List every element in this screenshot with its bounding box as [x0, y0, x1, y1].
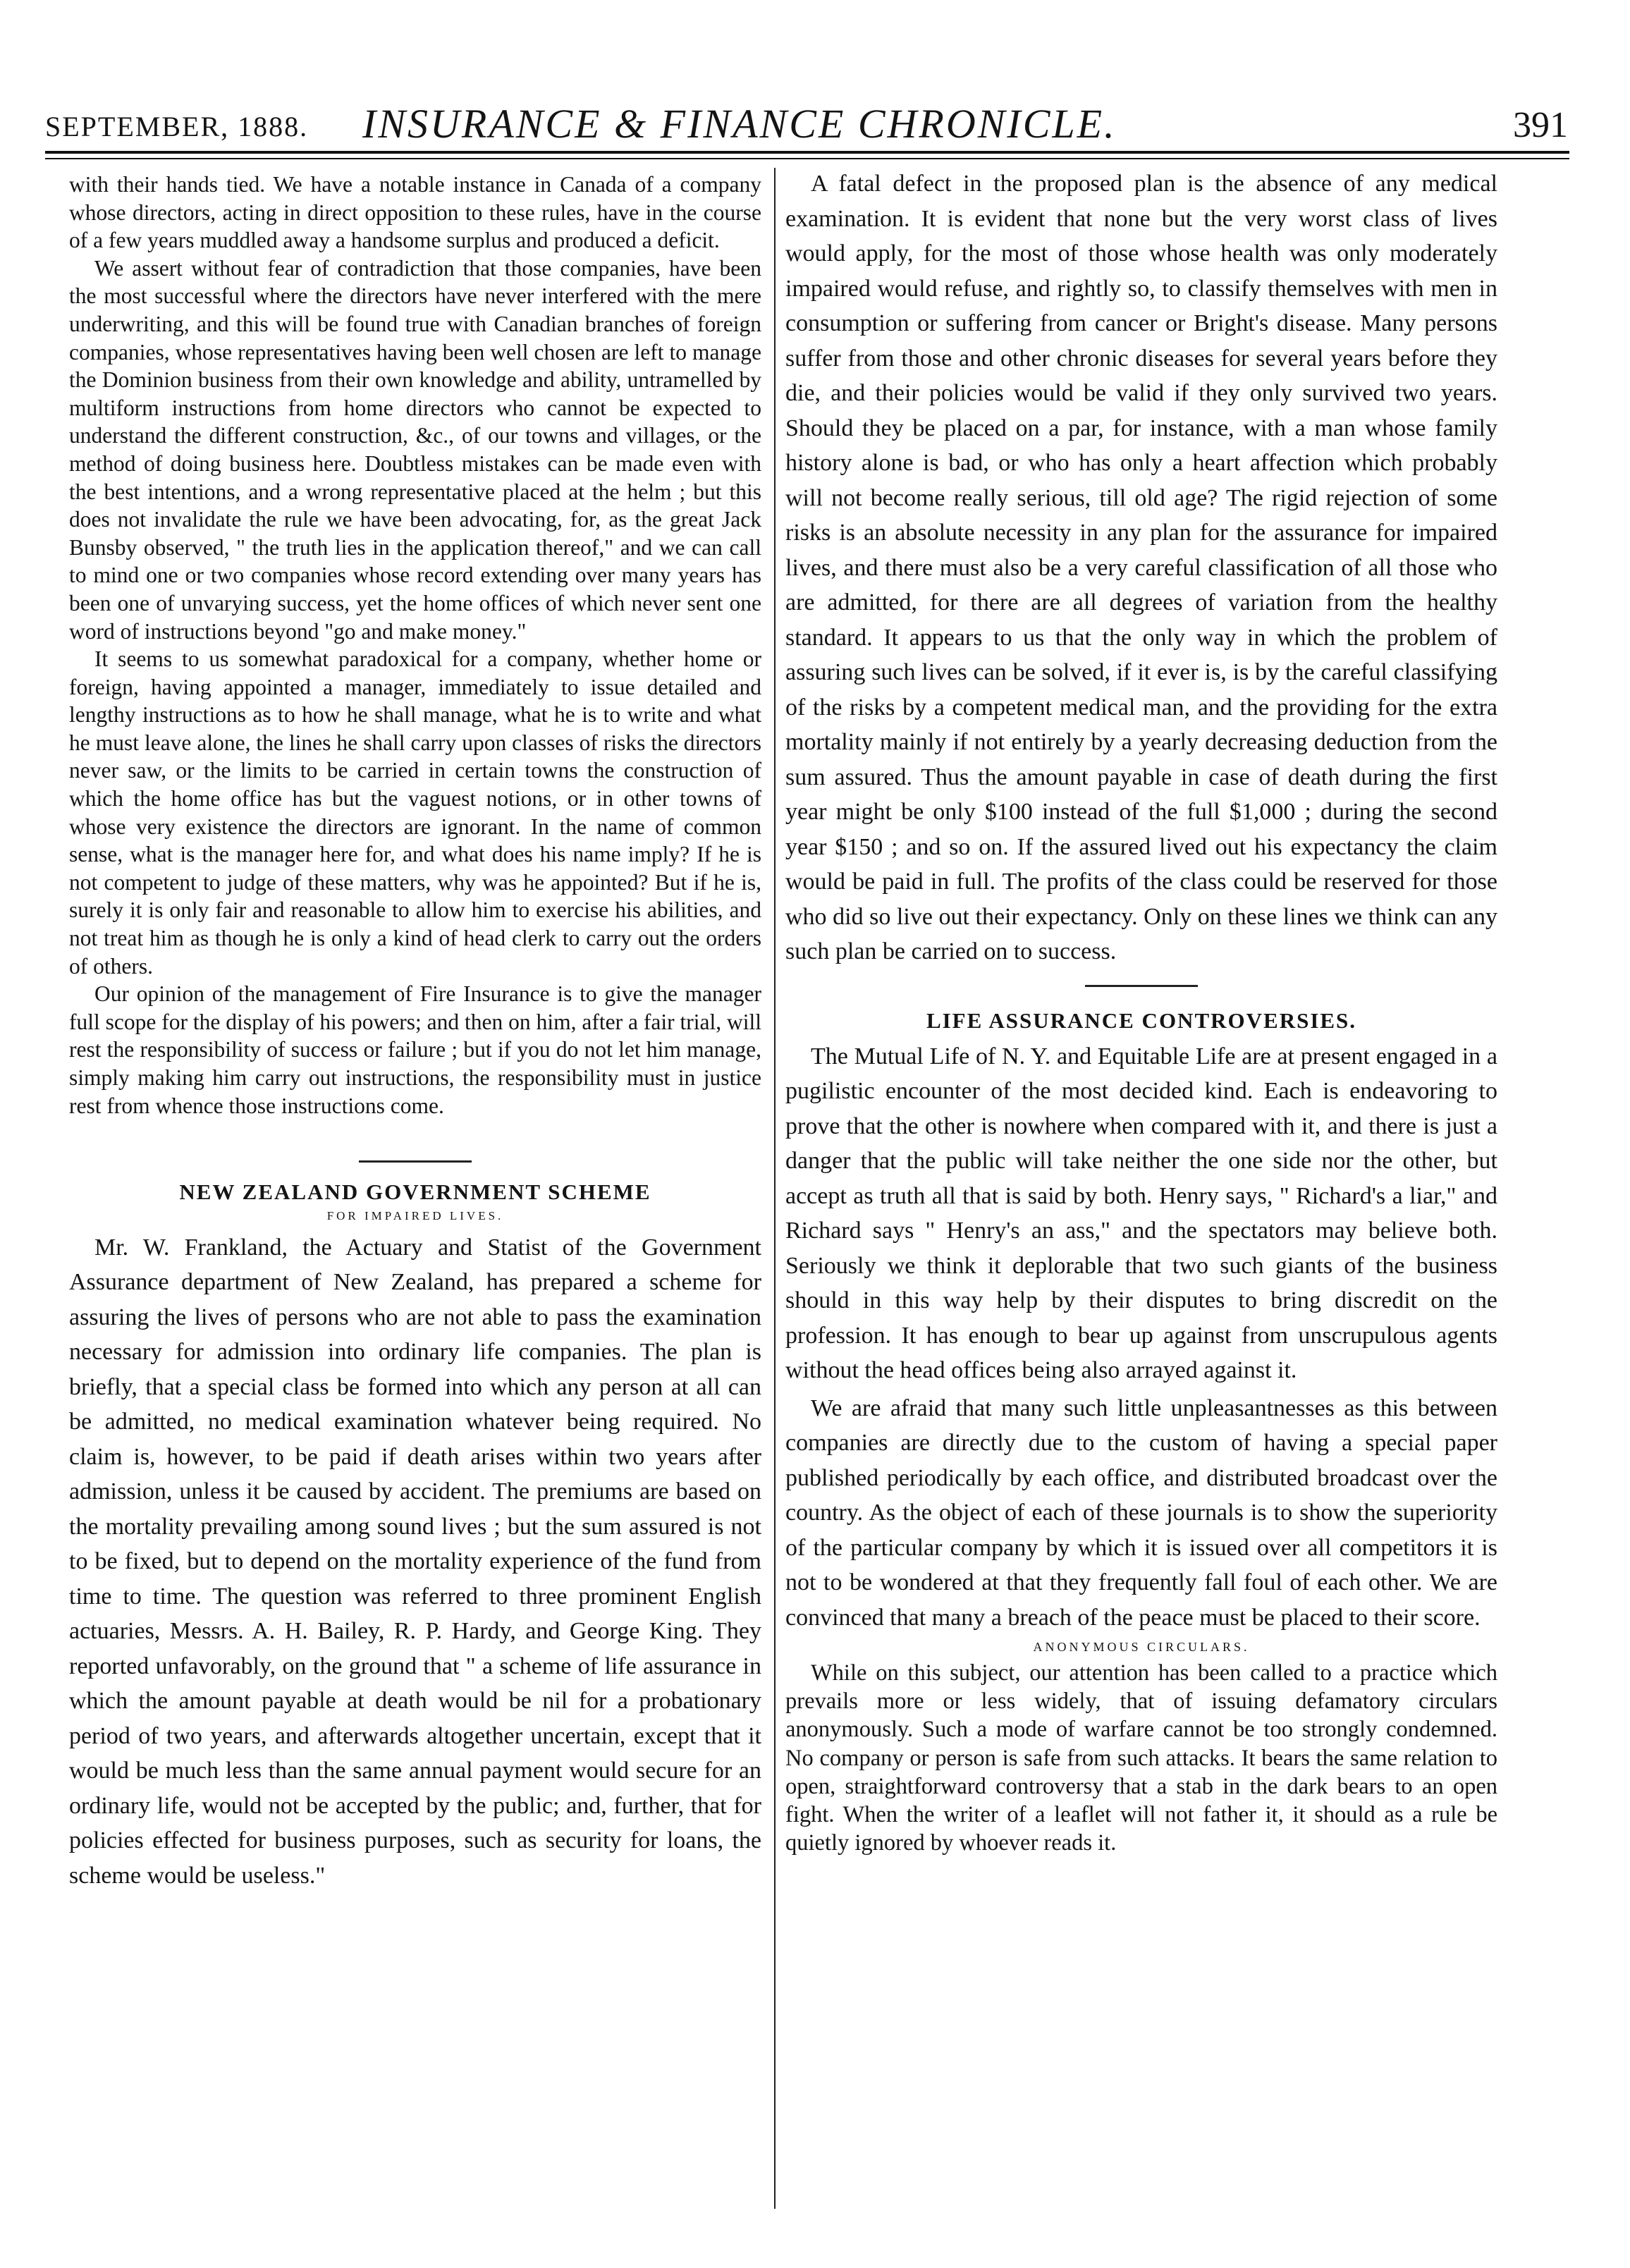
paragraph: We are afraid that many such little unpleasantnesses as this between companies are directly due to the custom of having a special paper published periodically by each office, and distributed broadcast over the country. As the object of each of these journals is to show the superiority of the particular company by which it is issued over all competitors it is not to be wondered at that they frequently fall foul of each other. We are convinced that many a breach of the peace must be placed to their score. — [785, 1394, 1497, 1631]
section-heading: NEW ZEALAND GOVERNMENT SCHEME — [179, 1179, 651, 1205]
paragraph: with their hands tied. We have a notable instance in Canada of a company whose directors, acting in direct opposition to these rules, have in the course of a few years muddled away a handsome surplus and produced a deficit. — [69, 172, 761, 253]
section-separator — [359, 1160, 472, 1163]
section-subheading: FOR IMPAIRED LIVES. — [326, 1208, 504, 1222]
paragraph: Mr. W. Frankland, the Actuary and Statist of the Government Assurance department of New Zealand, has prepared a scheme for assuring the lives of persons who are not able to pass the examination necessary for admission into ordinary life companies. The plan is briefly, that a special class be formed into which any person at all can be admitted, no medical examination whatever being required. No claim is, however, to be paid if death arises within two years after admission, unless it be caused by accident. The premiums are based on the mortality prevailing among sound lives ; but the sum assured is not to be fixed, but to depend on the mortality experience of the fund from time to time. The question was referred to three prominent English actuaries, Messrs. A. H. Bailey, R. P. Hardy, and George King. They reported unfavorably, on the ground that " a scheme of life assurance in which the amount payable at death would be nil for a probationary period of two years, and afterwards altogether uncertain, except that it would be much less than the same annual payment would secure for an ordinary life, would not be accepted by the public; and, further, that for policies effected for business purposes, such as security for loans, the scheme would be useless." — [69, 1234, 761, 1889]
paragraph: It seems to us somewhat paradoxical for a company, whether home or foreign, having appointed a manager, immediately to issue detailed and lengthy instructions as to how he shall manage, what he is to write and what he must leave alone, the lines he shall carry upon classes of risks the directors never saw, or the limits to be carried in certain towns the construction of which the home office has but the vaguest notions, or in other towns of whose very existence the directors are ignorant. In the name of common sense, what is the manager here for, and what does his name imply? If he is not competent to judge of these matters, why was he appointed? But if he is, surely it is only fair and reasonable to allow him to exercise his abilities, and not treat him as though he is only a kind of head clerk to carry out the orders of others. — [69, 646, 761, 979]
paragraph: Our opinion of the management of Fire Insurance is to give the manager full scope for the display of his powers; and then on him, after a fair trial, will rest the responsibility of success or failure ; but if you do not let him manage, simply making him carry out instructions, the responsibility must in justice rest from whence those instructions come. — [69, 981, 761, 1118]
section-heading: LIFE ASSURANCE CONTROVERSIES. — [926, 1007, 1357, 1033]
header-date: SEPTEMBER, 1888. — [45, 111, 309, 142]
header-rule-thin — [45, 158, 1569, 159]
section-subheading: ANONYMOUS CIRCULARS. — [1033, 1640, 1250, 1654]
paragraph: A fatal defect in the proposed plan is the absence of any medical examination. It is evident that none but the very worst class of lives would apply, for the most of those whose health was only moderately impaired would refuse, and rightly so, to classify themselves with men in consumption or suffering from cancer or Bright's disease. Many persons suffer from those and other chronic diseases for several years before they die, and their policies would be valid if they only survived two years. Should they be placed on a par, for instance, with a man whose family history alone is bad, or who has only a heart affection which probably will not become really serious, till old age? The rigid rejection of some risks is an absolute necessity in any plan for the assurance for impaired lives, and there must also be a very careful classification of all those who are admitted, for there are all degrees of variation from the healthy standard. It appears to us that the only way in which the problem of assuring such lives can be solved, if it ever is, is by the careful classifying of the risks by a competent medical man, and the providing for the extra mortality mainly if not entirely by a yearly decreasing deduction from the sum assured. Thus the amount payable in case of death during the first year might be only $100 instead of the full $1,000 ; during the second year $150 ; and so on. If the assured lived out his expectancy the claim would be paid in full. The profits of the class could be reserved for those who did so live out their expectancy. Only on these lines we think can any such plan be carried on to success. — [785, 171, 1497, 964]
right-column — [785, 166, 1497, 1857]
journal-title: INSURANCE & FINANCE CHRONICLE. — [362, 101, 1117, 147]
header-rule-thick — [45, 151, 1569, 154]
running-header — [45, 100, 1568, 157]
section-separator — [1085, 985, 1198, 987]
page-number: 391 — [1513, 105, 1568, 145]
paragraph: The Mutual Life of N. Y. and Equitable Life are at present engaged in a pugilistic encounter of the most decided kind. Each is endeavoring to prove that the other is nowhere when compared with it, and there is just a danger that the public will take neither the one side nor the other, but accept as truth all that is said by both. Henry says, " Richard's a liar," and Richard says " Henry's an ass," and the spectators may believe both. Seriously we think it deplorable that two such giants of the business should in this way help by their disputes to bring discredit on the profession. It has enough to bear up against from unscrupulous agents without the head offices being also arrayed against it. — [785, 1043, 1497, 1383]
paragraph: We assert without fear of contradiction that those companies, have been the most successful where the directors have never interfered with the mere underwriting, and this will be found true with Canadian branches of foreign companies, whose representatives having been well chosen are left to manage the Dominion business from their own knowledge and ability, untramelled by multiform instructions from home directors who cannot be expected to understand the different construction, &c., of our towns and villages, or the method of doing business here. Doubtless mistakes can be made even with the best intentions, and a wrong representative placed at the helm ; but this does not invalidate the rule we have been advocating, for, as the great Jack Bunsby observed, " the truth lies in the application thereof," and we can call to mind one or two companies whose record extending over many years has been one of unvarying success, yet the home offices of which never sent one word of instructions beyond "go and make money." — [69, 255, 761, 644]
left-column — [69, 171, 761, 1893]
column-divider — [774, 168, 776, 2209]
paragraph: While on this subject, our attention has been called to a practice which prevails more or less widely, that of issuing defamatory circulars anonymously. Such a mode of warfare cannot be too strongly condemned. No company or person is safe from such attacks. It bears the same relation to open, straightforward controversy that a stab in the dark bears to an open fight. When the writer of a leaflet will not father it, it should as a rule be quietly ignored by whoever reads it. — [785, 1660, 1497, 1856]
